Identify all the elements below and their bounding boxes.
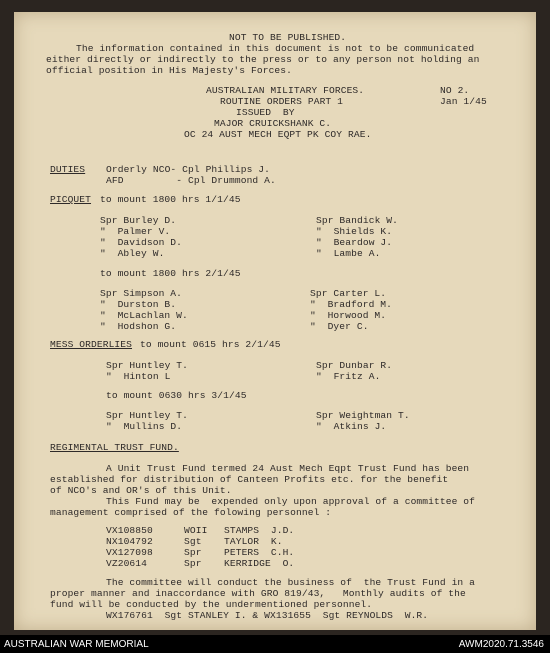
picquet-g2-right-3: " Dyer C. [310,321,369,332]
header-officer: MAJOR CRUICKSHANK C. [214,118,332,129]
trust-para2-0: This Fund may be expended only upon approval of a committee of [106,496,476,507]
order-number: NO 2. [440,85,470,96]
picquet-mount-1: to mount 1800 hrs 1/1/45 [100,194,241,205]
mess-g1-right-0: Spr Dunbar R. [316,360,393,371]
mess-g2-right-1: " Atkins J. [316,421,387,432]
mess-g1-right-1: " Fritz A. [316,371,381,382]
picquet-g2-left-2: " McLachlan W. [100,310,188,321]
notice-line-1: The information contained in this document is not to be communicated [76,43,475,54]
mess-g1-left-1: " Hinton L [106,371,171,382]
header-org: AUSTRALIAN MILITARY FORCES. [206,85,365,96]
committee-no-0: VX108850 [106,525,153,536]
footer-source: AUSTRALIAN WAR MEMORIAL [4,639,149,650]
picquet-g1-left-3: " Abley W. [100,248,165,259]
archive-footer-bar [0,635,550,653]
picquet-g1-right-2: " Beardow J. [316,237,393,248]
committee-no-1: NX104792 [106,536,153,547]
notice-line-2: either directly or indirectly to the press or to any person not holding an [46,54,480,65]
trust-para1-1: established for distribution of Canteen Profits etc. for the benefit [50,474,449,485]
trust-para3-0: The committee will conduct the business of the Trust Fund in a [106,577,476,588]
duties-line-2: AFD - Cpl Drummond A. [106,175,276,186]
picquet-g1-right-1: " Shields K. [316,226,393,237]
picquet-g2-left-1: " Durston B. [100,299,177,310]
duties-label: DUTIES [50,164,86,175]
header-unit: OC 24 AUST MECH EQPT PK COY RAE. [184,129,372,140]
notice-heading: NOT TO BE PUBLISHED. [229,32,347,43]
trust-para3-2: fund will be conducted by the undermentioned personnel. [50,599,373,610]
mess-label: MESS ORDERLIES [50,339,133,350]
mess-g2-left-1: " Mullins D. [106,421,183,432]
committee-no-3: VZ20614 [106,558,148,569]
picquet-g1-right-3: " Lambe A. [316,248,381,259]
picquet-g2-right-2: " Horwood M. [310,310,387,321]
picquet-g1-right-0: Spr Bandick W. [316,215,399,226]
mess-g1-left-0: Spr Huntley T. [106,360,189,371]
header-orders: ROUTINE ORDERS PART 1 [220,96,344,107]
picquet-g2-left-3: " Hodshon G. [100,321,177,332]
header-issued: ISSUED BY [236,107,295,118]
picquet-g2-right-0: Spr Carter L. [310,288,387,299]
mess-mount-1: to mount 0615 hrs 2/1/45 [140,339,281,350]
committee-name-1: TAYLOR K. [224,536,283,547]
committee-no-2: VX127098 [106,547,153,558]
document-page [14,12,536,630]
committee-rank-3: Spr [184,558,202,569]
picquet-g2-right-1: " Bradford M. [310,299,393,310]
picquet-g1-left-2: " Davidson D. [100,237,183,248]
mess-mount-2: to mount 0630 hrs 3/1/45 [106,390,247,401]
picquet-g2-left-0: Spr Simpson A. [100,288,183,299]
committee-rank-0: WOII [184,525,208,536]
picquet-g1-left-0: Spr Burley D. [100,215,177,226]
duties-line-1: Orderly NCO- Cpl Phillips J. [106,164,271,175]
committee-rank-2: Spr [184,547,202,558]
committee-rank-1: Sgt [184,536,202,547]
trust-para1-2: of NCO's and OR's of this Unit. [50,485,232,496]
footer-accession: AWM2020.71.3546 [458,639,544,650]
picquet-label: PICQUET [50,194,92,205]
mess-g2-left-0: Spr Huntley T. [106,410,189,421]
picquet-g1-left-1: " Palmer V. [100,226,171,237]
trust-para1-0: A Unit Trust Fund termed 24 Aust Mech Eqpt Trust Fund has been [106,463,470,474]
trust-label: REGIMENTAL TRUST FUND. [50,442,179,453]
picquet-mount-2: to mount 1800 hrs 2/1/45 [100,268,241,279]
trust-para2-1: management comprised of the folowing personnel : [50,507,332,518]
committee-name-2: PETERS C.H. [224,547,295,558]
committee-name-3: KERRIDGE O. [224,558,295,569]
trust-para3-1: proper manner and inaccordance with GRO 819/43, Monthly audits of the [50,588,466,599]
notice-line-3: official position in His Majesty's Forces. [46,65,293,76]
committee-name-0: STAMPS J.D. [224,525,295,536]
trust-auditors: WX176761 Sgt STANLEY I. & WX131655 Sgt REYNOLDS W.R. [106,610,429,621]
order-date: Jan 1/45 [440,96,487,107]
mess-g2-right-0: Spr Weightman T. [316,410,410,421]
